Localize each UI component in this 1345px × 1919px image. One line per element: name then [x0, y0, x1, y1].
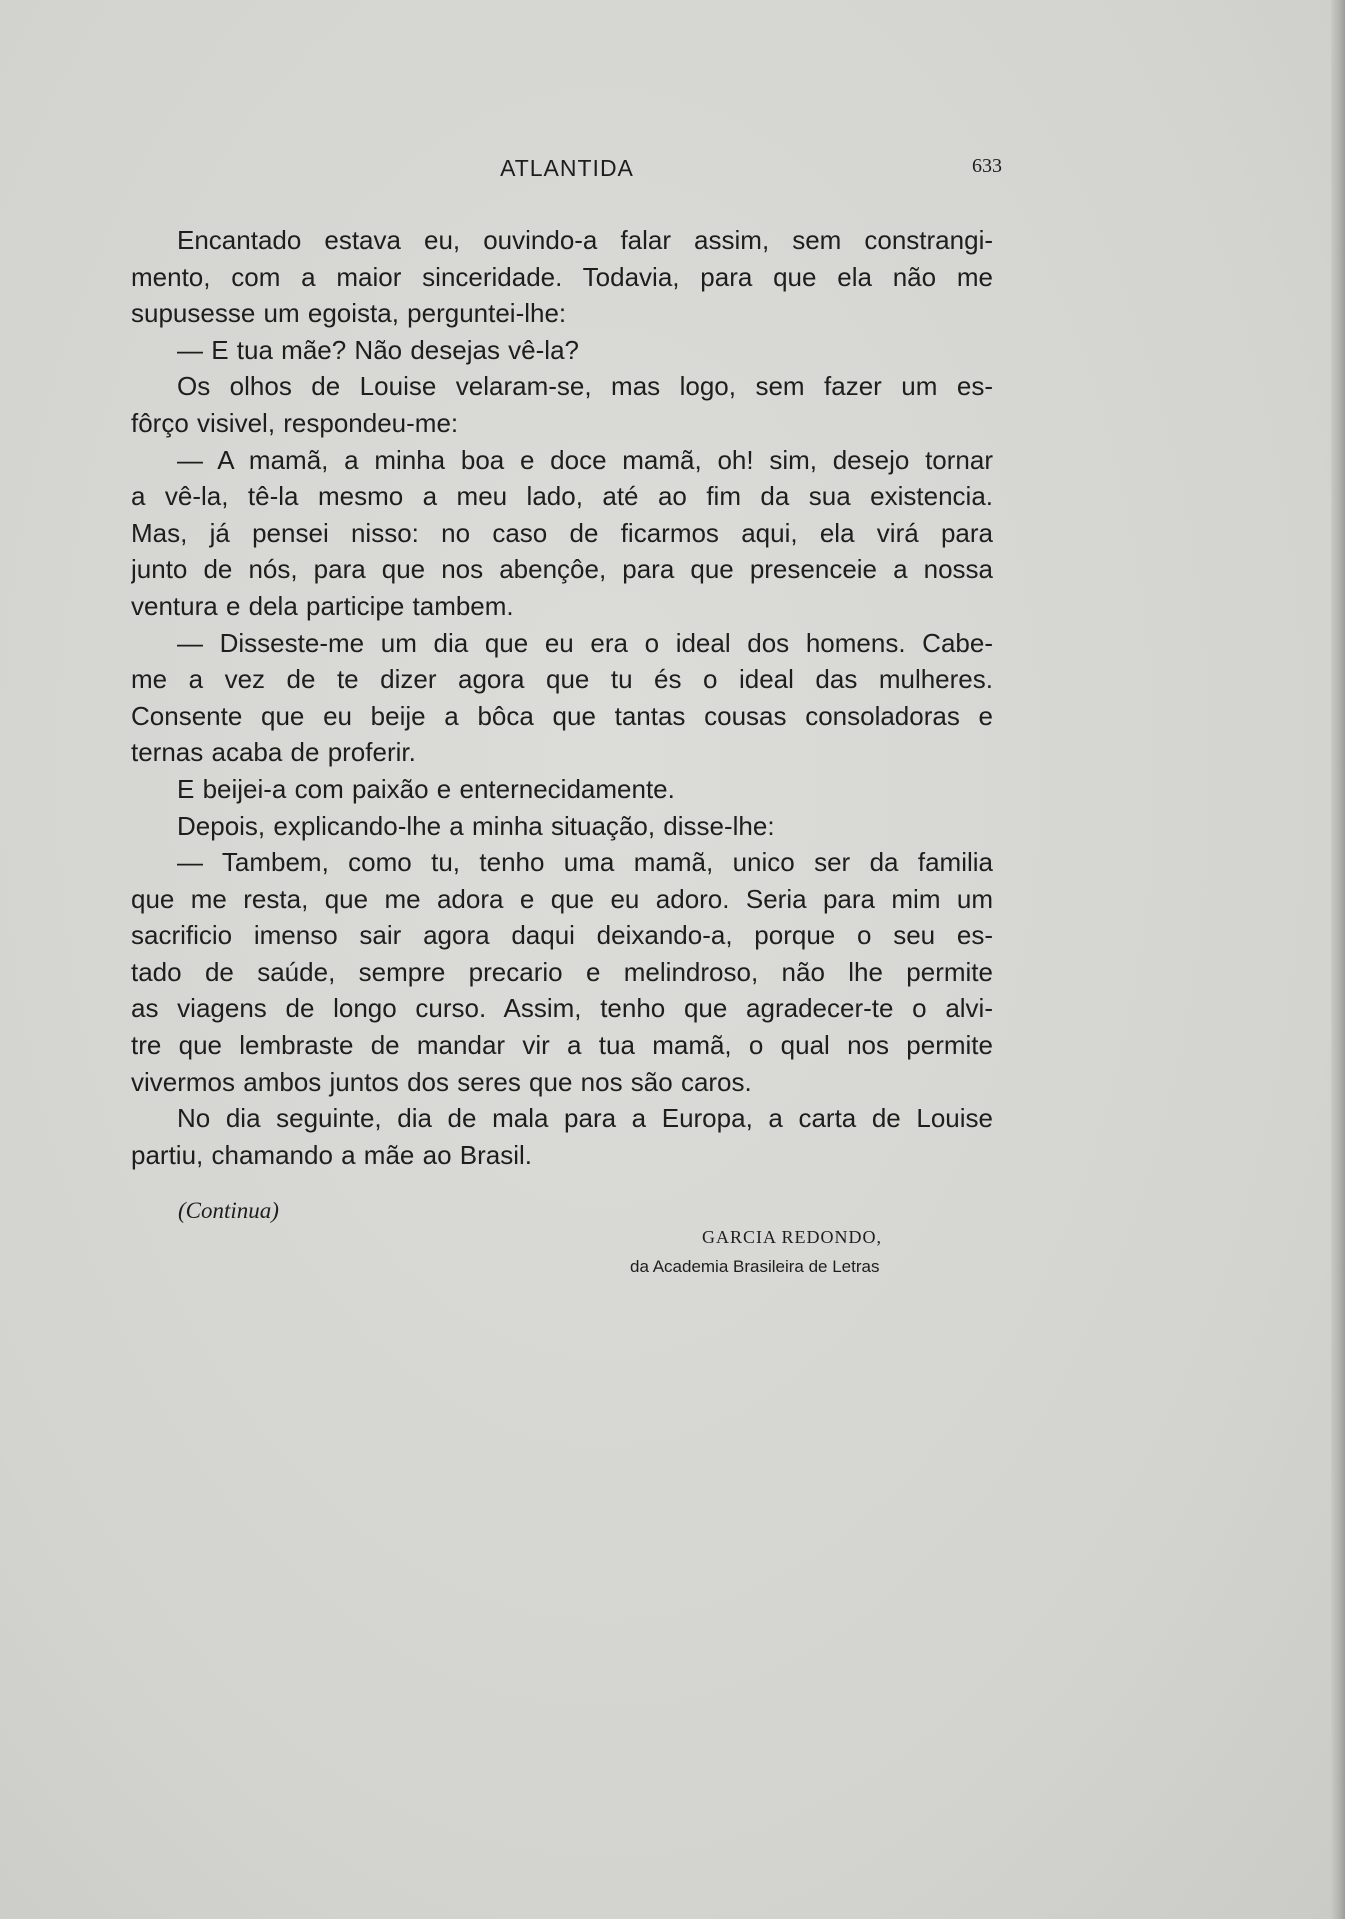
page-number: 633: [972, 155, 1002, 177]
text-line: mento, com a maior sinceridade. Todavia, para que ela não me: [131, 261, 993, 292]
text-line: junto de nós, para que nos abençôe, para que presenceie a nossa: [131, 554, 993, 585]
text-line: a vê-la, tê-la mesmo a meu lado, até ao fim da sua existencia.: [131, 481, 993, 512]
text-line: partiu, chamando a mãe ao Brasil.: [131, 1139, 532, 1170]
text-line: Depois, explicando-lhe a minha situação, disse-lhe:: [177, 810, 775, 841]
text-line: Consente que eu beije a bôca que tantas cousas consoladoras e: [131, 700, 993, 731]
text-line: — Tambem, como tu, tenho uma mamã, unico ser da familia: [177, 847, 993, 878]
text-line: ventura e dela participe tambem.: [131, 590, 514, 621]
text-line: ternas acaba de proferir.: [131, 737, 416, 768]
text-line: Encantado estava eu, ouvindo-a falar assim, sem constrangi-: [177, 225, 993, 255]
signature-block: [630, 1222, 960, 1282]
author-affiliation: da Academia Brasileira de Letras: [630, 1257, 880, 1276]
running-head: [132, 155, 1002, 195]
text-line: me a vez de te dizer agora que tu és o ideal das mulheres.: [131, 664, 993, 695]
text-line: No dia seguinte, dia de mala para a Europa, a carta de Louise: [177, 1103, 993, 1134]
text-line: — A mamã, a minha boa e doce mamã, oh! sim, desejo tornar: [177, 444, 993, 475]
text-line: tre que lembraste de mandar vir a tua mamã, o qual nos permite: [131, 1030, 993, 1061]
body-text: [131, 222, 993, 1173]
text-line: Os olhos de Louise velaram-se, mas logo, sem fazer um es-: [177, 371, 993, 402]
text-line: Mas, já pensei nisso: no caso de ficarmos aqui, ela virá para: [131, 517, 993, 548]
author-name: GARCIA REDONDO,: [702, 1227, 883, 1247]
continua-note: (Continua): [178, 1198, 279, 1223]
text-line: E beijei-a com paixão e enternecidamente.: [177, 773, 675, 804]
text-line: fôrço visivel, respondeu-me:: [131, 407, 459, 438]
text-line: vivermos ambos juntos dos seres que nos são caros.: [131, 1066, 752, 1097]
text-line: as viagens de longo curso. Assim, tenho que agradecer-te o alvi-: [131, 993, 993, 1024]
text-line: tado de saúde, sempre precario e melindroso, não lhe permite: [131, 956, 993, 987]
text-line: que me resta, que me adora e que eu adoro. Seria para mim um: [131, 883, 993, 914]
text-line: — Disseste-me um dia que eu era o ideal dos homens. Cabe-: [177, 627, 993, 658]
text-line: supusesse um egoista, perguntei-lhe:: [131, 298, 567, 329]
header-title: ATLANTIDA: [500, 155, 634, 181]
text-line: — E tua mãe? Não desejas vê-la?: [177, 334, 579, 365]
binding-edge: [1331, 0, 1345, 1919]
text-line: sacrificio imenso sair agora daqui deixando-a, porque o seu es-: [131, 920, 993, 951]
